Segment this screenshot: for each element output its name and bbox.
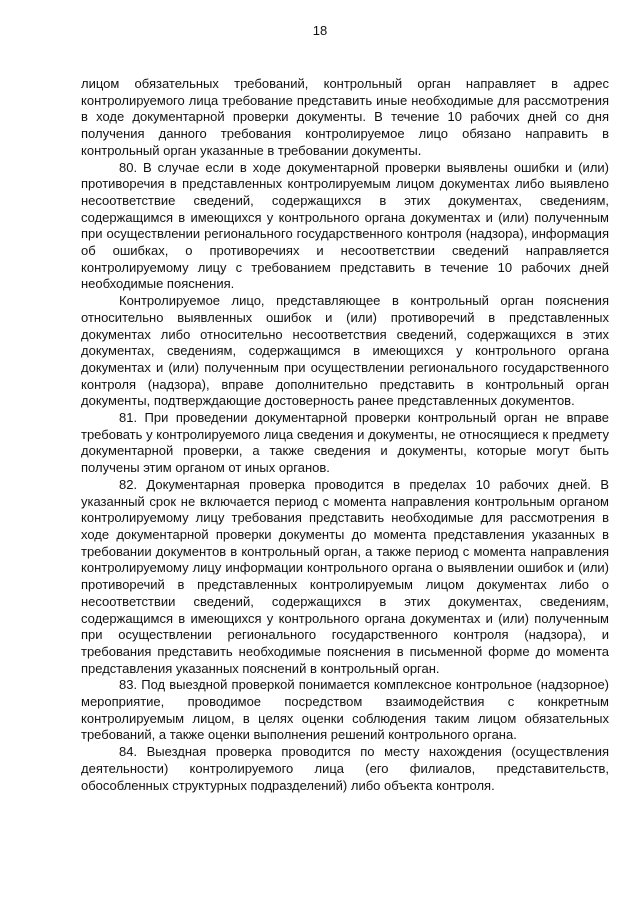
paragraph-80-explanations: Контролируемое лицо, представляющее в контрольный орган пояснения относительно выявленных ошибок и (или) противоречий в представленных документах либо относительно несоответствия сведений, содержащихся в этих документах, сведениям, содержащимся в имеющихся у контрольного органа документах и (или) полученным при осуществлении регионального государственного контроля (надзора), вправе дополнительно представить в контрольный орган документы, подтверждающие достоверность ранее представленных документов.: [81, 293, 609, 409]
page-number: 18: [312, 23, 328, 38]
paragraph-82: 82. Документарная проверка проводится в пределах 10 рабочих дней. В указанный срок не включается период с момента направления контрольным органом контролируемому лицу требования представить необходимые для рассмотрения в ходе документарной проверки документы до момента представления указанных в требовании документов в контрольный орган, а также период с момента направления контролируемому лицу информации контрольного органа о выявлении ошибок и (или) противоречий в представленных контролируемым лицом документах либо о несоответствии сведений, содержащихся в этих документах, сведениям, содержащимся в имеющихся у контрольного органа документах и (или) полученным при осуществлении регионального государственного контроля (надзора), и требования представить необходимые пояснения в письменной форме до момента представления указанных пояснений в контрольный орган.: [81, 476, 609, 676]
paragraph-84: 84. Выездная проверка проводится по месту нахождения (осуществления деятельности) контролируемого лица (его филиалов, представительств, обособленных структурных подразделений) либо объекта контроля.: [81, 744, 609, 793]
paragraph-80: 80. В случае если в ходе документарной проверки выявлены ошибки и (или) противоречия в представленных контролируемым лицом документах либо выявлено несоответствие сведений, содержащихся в этих документах, сведениям, содержащимся в имеющихся у контрольного органа документах и (или) полученным при осуществлении регионального государственного контроля (надзора), информация об ошибках, о противоречиях и несоответствии сведений направляется контролируемому лицу с требованием представить в течение 10 рабочих дней необходимые пояснения.: [81, 159, 609, 292]
paragraph-81: 81. При проведении документарной проверки контрольный орган не вправе требовать у контролируемого лица сведения и документы, не относящиеся к предмету документарной проверки, а также сведения и документы, которые могут быть получены этим органом от иных органов.: [81, 410, 609, 476]
page-body: [81, 76, 609, 794]
paragraph-continuation: лицом обязательных требований, контрольный орган направляет в адрес контролируемого лица требование представить иные необходимые для рассмотрения в ходе документарной проверки документы. В течение 10 рабочих дней со дня получения данного требования контролируемое лицо обязано направить в контрольный орган указанные в требовании документы.: [81, 76, 609, 158]
paragraph-83: 83. Под выездной проверкой понимается комплексное контрольное (надзорное) мероприятие, проводимое посредством взаимодействия с конкретным контролируемым лицом, в целях оценки соблюдения таким лицом обязательных требований, а также оценки выполнения решений контрольного органа.: [81, 677, 609, 743]
